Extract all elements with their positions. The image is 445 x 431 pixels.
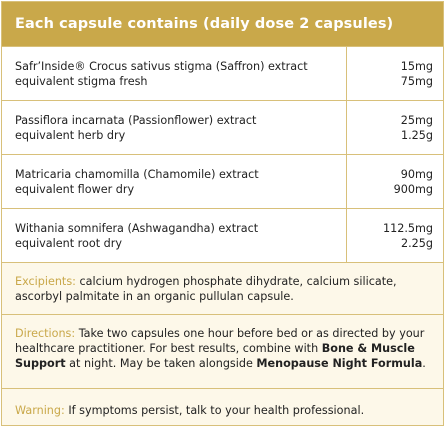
ingredient-name: Withania somnifera (Ashwagandha) extract: [15, 222, 259, 235]
excipients-text: calcium hydrogen phosphate dihydrate, calcium silicate, ascorbyl palmitate in an organic pullulan capsule.: [15, 275, 397, 303]
ingredient-equivalent-amount: 2.25g: [400, 237, 433, 250]
directions-label: Directions:: [15, 327, 76, 340]
panel-title: Each capsule contains (daily dose 2 capsules): [15, 16, 394, 32]
ingredient-equivalent-amount: 900mg: [393, 183, 433, 196]
ingredient-amount: 15mg: [400, 60, 433, 73]
product-link-bone-muscle: Bone & Muscle Support: [15, 342, 415, 370]
ingredient-equivalent: equivalent stigma fresh: [15, 75, 148, 88]
ingredient-description: [2, 47, 347, 100]
ingredient-amounts: [347, 47, 443, 100]
ingredient-name: Matricaria chamomilla (Chamomile) extract: [15, 168, 259, 181]
ingredient-amounts: [347, 155, 443, 208]
excipients-section: [2, 263, 443, 315]
ingredient-amount: 25mg: [400, 114, 433, 127]
ingredient-row: [2, 47, 443, 101]
ingredient-equivalent: equivalent root dry: [15, 237, 122, 250]
ingredient-amount: 112.5mg: [382, 222, 433, 235]
ingredient-row: [2, 209, 443, 263]
ingredient-amount: 90mg: [400, 168, 433, 181]
ingredient-description: [2, 155, 347, 208]
ingredients-table: [2, 46, 443, 263]
directions-text: at night. May be taken alongside: [65, 357, 257, 370]
ingredient-name: Passiflora incarnata (Passionflower) extract: [15, 114, 257, 127]
ingredient-amounts: [347, 209, 443, 262]
ingredient-equivalent-amount: 1.25g: [400, 129, 433, 142]
supplement-facts-panel: [1, 1, 444, 426]
directions-text: Take two capsules one hour before bed or as directed by your healthcare practitioner. For best results, combine with: [15, 327, 425, 355]
warning-section: [2, 389, 443, 431]
panel-header: [2, 2, 443, 46]
ingredient-description: [2, 101, 347, 154]
ingredient-equivalent-amount: 75mg: [400, 75, 433, 88]
ingredient-row: [2, 155, 443, 209]
warning-label: Warning:: [15, 404, 65, 417]
ingredient-equivalent: equivalent herb dry: [15, 129, 126, 142]
ingredient-description: [2, 209, 347, 262]
excipients-label: Excipients:: [15, 275, 76, 288]
ingredient-equivalent: equivalent flower dry: [15, 183, 135, 196]
ingredient-amounts: [347, 101, 443, 154]
directions-section: [2, 315, 443, 389]
ingredient-row: [2, 101, 443, 155]
directions-text: .: [422, 357, 426, 370]
product-link-menopause-night: Menopause Night Formula: [256, 357, 423, 370]
ingredient-name: Safr’Inside® Crocus sativus stigma (Saffron) extract: [15, 60, 308, 73]
warning-text: If symptoms persist, talk to your health professional.: [64, 404, 365, 417]
